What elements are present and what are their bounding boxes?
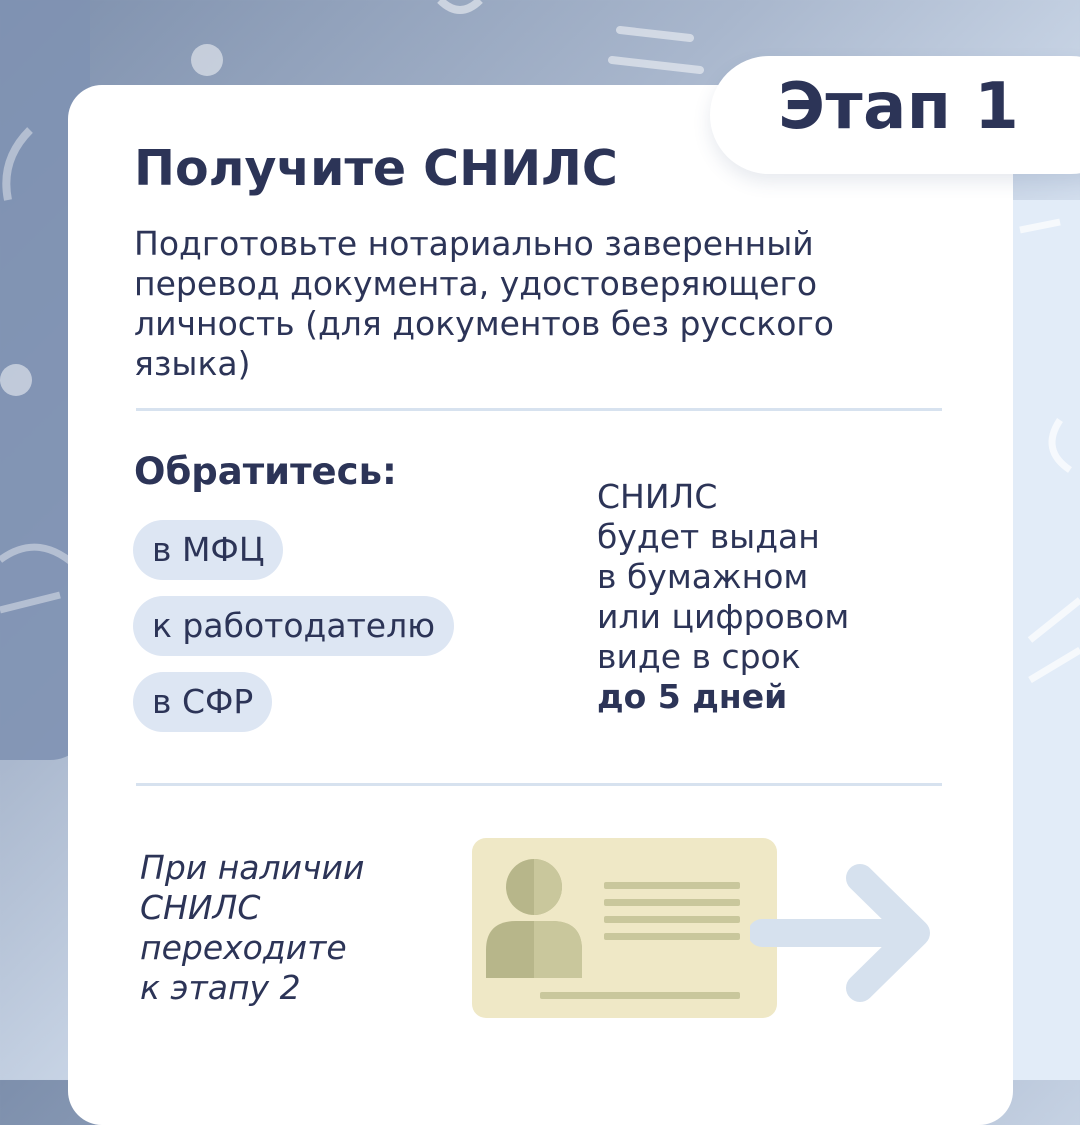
next-step-note xyxy=(140,848,440,1008)
right-arrow-icon xyxy=(750,860,950,1010)
place-pill-employer: к работодателю xyxy=(133,596,454,656)
contact-heading: Обратитесь: xyxy=(134,450,397,493)
place-pill-mfc: в МФЦ xyxy=(133,520,283,580)
stage-label: Этап 1 xyxy=(778,70,1020,144)
next-step-line: переходите xyxy=(140,928,347,967)
next-step-line: При наличии xyxy=(140,848,365,887)
issuance-line: или цифровом xyxy=(597,597,850,636)
divider-top xyxy=(136,408,942,411)
place-pill-sfr: в СФР xyxy=(133,672,272,732)
issuance-deadline: до 5 дней xyxy=(597,677,788,716)
issuance-line: виде в срок xyxy=(597,637,801,676)
subtitle-text: Подготовьте нотариально заверенный перевод документа, удостоверяющего личность (для документов без русского языка) xyxy=(134,224,834,383)
next-step-line: СНИЛС xyxy=(140,888,261,927)
divider-bottom xyxy=(136,783,942,786)
issuance-line: в бумажном xyxy=(597,557,809,596)
issuance-line: будет выдан xyxy=(597,517,820,556)
issuance-info xyxy=(597,477,917,717)
issuance-line: СНИЛС xyxy=(597,477,718,516)
next-step-line: к этапу 2 xyxy=(140,968,301,1007)
page-title: Получите СНИЛС xyxy=(134,140,618,197)
id-card-icon xyxy=(472,838,777,1018)
